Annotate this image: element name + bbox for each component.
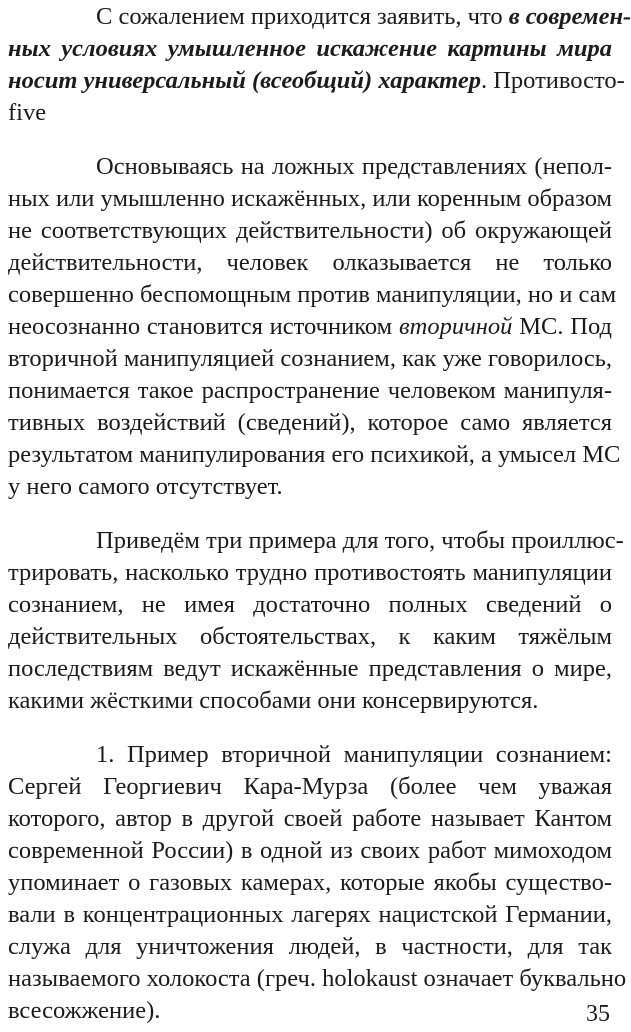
text-run: МС. Под	[512, 313, 612, 340]
text-line	[8, 214, 612, 248]
text-line	[96, 738, 612, 772]
text-line	[96, 150, 612, 184]
text-line	[8, 770, 612, 804]
text-run: не соответствующих действительности) об окружающей	[8, 217, 612, 244]
text-run: вали в концентрационных лагерях нацистской Германии,	[8, 901, 612, 928]
emphasized-text: в современ-	[508, 3, 631, 30]
text-line	[8, 64, 625, 98]
text-run: сознанием, не имея достаточно полных сведений о	[8, 591, 612, 618]
emphasized-text: носит универсальный (всеобщий) характер	[8, 67, 481, 94]
text-run: С сожалением приходится заявить, что	[96, 3, 509, 30]
text-run: ных или умышленно искажённых, или коренным образом	[8, 185, 612, 212]
text-line	[8, 930, 612, 964]
text-line	[8, 684, 612, 718]
text-line	[8, 96, 612, 130]
text-run: служа для уничтожения людей, в частности, для так	[8, 933, 612, 960]
text-run: какими жёсткими способами они консервируются.	[8, 687, 539, 714]
text-run: упоминает о газовых камерах, которые якобы существо-	[8, 869, 612, 896]
text-line	[8, 470, 612, 504]
text-run: результатом манипулирования его психикой, а умысел МС	[8, 441, 621, 468]
text-line	[8, 802, 612, 836]
emphasized-text: ных условиях умышленное искажение картины мира	[8, 35, 612, 62]
text-line	[8, 866, 612, 900]
text-run: называемого холокоста (греч. holokaust означает буквально	[8, 965, 627, 992]
text-line	[8, 374, 612, 408]
text-line	[8, 620, 612, 654]
text-line	[8, 962, 627, 996]
text-run: всесожжение).	[8, 997, 161, 1024]
text-run: Приведём три примера для того, чтобы проиллюс-	[96, 527, 624, 554]
text-line	[96, 0, 631, 34]
text-run: Сергей Георгиевич Кара-Мурза (более чем уважая	[8, 773, 612, 800]
text-run: трировать, насколько трудно противостоять манипуляции	[8, 559, 612, 586]
text-run: действительных обстоятельствах, к каким тяжёлым	[8, 623, 612, 650]
text-line	[96, 524, 624, 558]
text-line	[8, 406, 612, 440]
text-line	[8, 588, 612, 622]
text-run: вторичной манипуляцией сознанием, как уже говорилось,	[8, 345, 612, 372]
text-run: неосознанно становится источником	[8, 313, 399, 340]
text-line	[8, 32, 612, 66]
page-number: 35	[586, 1001, 610, 1027]
text-line	[8, 652, 612, 686]
text-run: тивных воздействий (сведений), которое само является	[8, 409, 612, 436]
text-run: которого, автор в другой своей работе называет Кантом	[8, 805, 612, 832]
text-run: у него самого отсутствует.	[8, 473, 283, 500]
text-line	[8, 246, 612, 280]
text-line	[8, 994, 612, 1028]
text-run: . Противосто-	[480, 67, 625, 94]
text-line	[8, 834, 612, 868]
text-run: действительности, человек олказывается не только	[8, 249, 612, 276]
text-run: современной России) в одной из своих работ мимоходом	[8, 837, 612, 864]
text-line	[8, 310, 612, 344]
text-run: совершенно беспомощным против манипуляции, но и сам	[8, 281, 617, 308]
text-run: Основываясь на ложных представлениях (непол-	[96, 153, 612, 180]
emphasized-text: вторичной	[398, 313, 513, 340]
text-line	[8, 342, 612, 376]
text-line	[8, 438, 621, 472]
text-run: последствиям ведут искажённые представления о мире,	[8, 655, 612, 682]
text-line	[8, 556, 612, 590]
text-line	[8, 898, 612, 932]
text-run: five	[8, 99, 47, 126]
text-run: понимается такое распространение человеком манипуля-	[8, 377, 612, 404]
text-run: 1. Пример вторичной манипуляции сознанием:	[96, 741, 612, 768]
text-line	[8, 278, 617, 312]
text-line	[8, 182, 612, 216]
